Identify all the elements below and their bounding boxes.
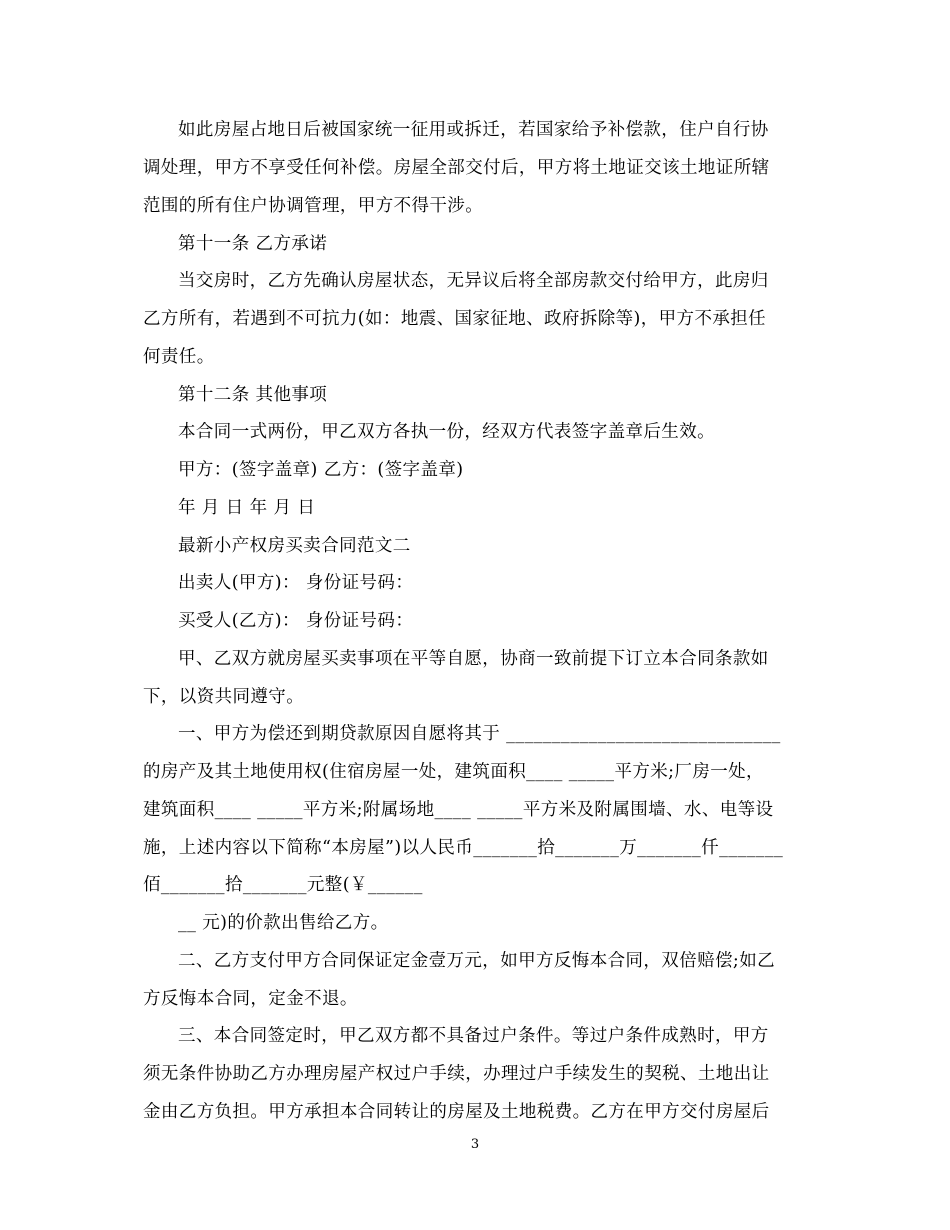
paragraph-line: 何责任。 <box>143 347 215 367</box>
paragraph-line: 佰_______拾_______元整(￥______ <box>143 875 423 895</box>
date-line: 年 月 日 年 月 日 <box>178 498 316 518</box>
page-number: 3 <box>470 1137 480 1152</box>
paragraph-line: 二、乙方支付甲方合同保证定金壹万元，如甲方反悔本合同，双倍赔偿;如乙 <box>178 951 775 971</box>
paragraph-line: 甲、乙双方就房屋买卖事项在平等自愿，协商一致前提下订立本合同条款如 <box>178 649 769 669</box>
paragraph-line: 金由乙方负担。甲方承担本合同转让的房屋及土地税费。乙方在甲方交付房屋后 <box>143 1102 770 1122</box>
paragraph-line: 当交房时，乙方先确认房屋状态，无异议后将全部房款交付给甲方，此房归 <box>178 271 769 291</box>
paragraph-line: 一、甲方为偿还到期贷款原因自愿将其于 ______________________________ <box>178 724 781 744</box>
paragraph-line: 调处理，甲方不享受任何补偿。房屋全部交付后，甲方将土地证交该土地证所辖 <box>143 158 770 178</box>
paragraph-line: 须无条件协助乙方办理房屋产权过户手续，办理过户手续发生的契税、土地出让 <box>143 1064 770 1084</box>
paragraph-line: 范围的所有住户协调管理，甲方不得干涉。 <box>143 196 484 216</box>
article-heading: 第十一条 乙方承诺 <box>178 234 328 254</box>
article-heading: 第十二条 其他事项 <box>178 385 328 405</box>
paragraph-line: 如此房屋占地日后被国家统一征用或拆迁，若国家给予补偿款，住户自行协 <box>178 120 769 140</box>
paragraph-line: 建筑面积____ _____平方米;附属场地____ _____平方米及附属围墙、水、电等设 <box>143 800 774 820</box>
section-title: 最新小产权房买卖合同范文二 <box>178 536 411 556</box>
paragraph-line: 的房产及其土地使用权(住宿房屋一处，建筑面积____ _____平方米;厂房一处， <box>143 762 764 782</box>
paragraph-line: 施，上述内容以下简称“本房屋”)以人民币_______拾_______万_______仟_______ <box>143 838 784 858</box>
paragraph-line: __ 元)的价款出售给乙方。 <box>178 913 389 933</box>
buyer-line: 买受人(乙方)： 身份证号码： <box>178 611 414 631</box>
signature-line: 甲方：(签字盖章) 乙方：(签字盖章) <box>178 460 464 480</box>
paragraph-line: 三、本合同签定时，甲乙双方都不具备过户条件。等过户条件成熟时，甲方 <box>178 1026 769 1046</box>
paragraph-line: 乙方所有，若遇到不可抗力(如：地震、国家征地、政府拆除等)，甲方不承担任 <box>143 309 767 329</box>
seller-line: 出卖人(甲方)： 身份证号码： <box>178 573 414 593</box>
paragraph-line: 方反悔本合同，定金不退。 <box>143 989 358 1009</box>
paragraph-line: 本合同一式两份，甲乙双方各执一份，经双方代表签字盖章后生效。 <box>178 422 715 442</box>
paragraph-line: 下，以资共同遵守。 <box>143 687 305 707</box>
